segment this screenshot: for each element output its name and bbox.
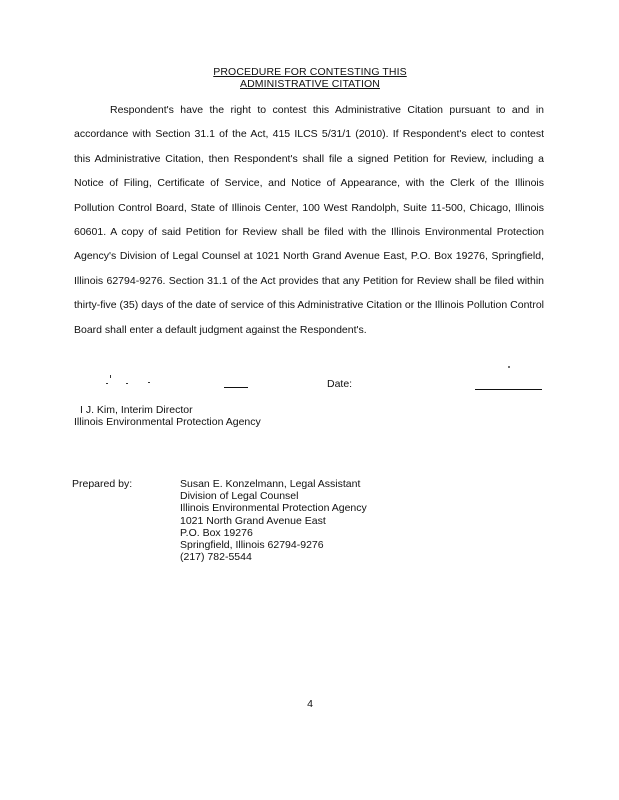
document-title-line-2: ADMINISTRATIVE CITATION [240,78,380,90]
date-line [475,389,542,390]
signature-mark [70,372,250,394]
document-title-line-1: PROCEDURE FOR CONTESTING THIS [213,66,407,78]
preparer-city: Springfield, Illinois 62794-9276 [180,539,324,552]
preparer-po-box: P.O. Box 19276 [180,526,253,539]
page-number: 4 [307,698,313,710]
preparer-street: 1021 North Grand Avenue East [180,514,326,527]
signer-name: I J. Kim, Interim Director [80,404,193,416]
signature-specks [106,375,150,384]
date-label: Date: [327,378,353,390]
procedure-paragraph: Respondent's have the right to contest this Administrative Citation pursuant to and in accordance with Section 31.1 of the Act, 415 ILCS 5/31/1 (2010). If Respondent's elect to contest this Administrative Citation, then Respondent's shall file a signed Petition for Review, including a Notice of Filing, Certificate of Service, and Notice of Appearance, with the Clerk of the Illinois Pollution Control Board, State of Illinois Center, 100 West Randolph, Suite 11-500, Chicago, Illinois 60601. A copy of said Petition for Review shall be filed with the Illinois Environmental Protection Agency's Division of Legal Counsel at 1021 North Grand Avenue East, P.O. Box 19276, Springfield, Illinois 62794-9276. Section 31.1 of the Act provides that any Petition for Review shall be filed within thirty-five (35) days of the date of service of this Administrative Citation or the Illinois Pollution Control Board shall enter a default judgment against the Respondent's. [74,104,544,336]
signature-line [224,387,248,388]
preparer-name: Susan E. Konzelmann, Legal Assistant [180,478,361,490]
preparer-division: Division of Legal Counsel [180,490,299,503]
preparer-phone: (217) 782-5544 [180,551,252,564]
stray-mark [508,366,510,368]
preparer-agency: Illinois Environmental Protection Agency [180,502,367,515]
signer-agency: Illinois Environmental Protection Agency [74,416,261,428]
preparer-contact-block [180,478,367,563]
prepared-by-label: Prepared by: [72,478,133,490]
